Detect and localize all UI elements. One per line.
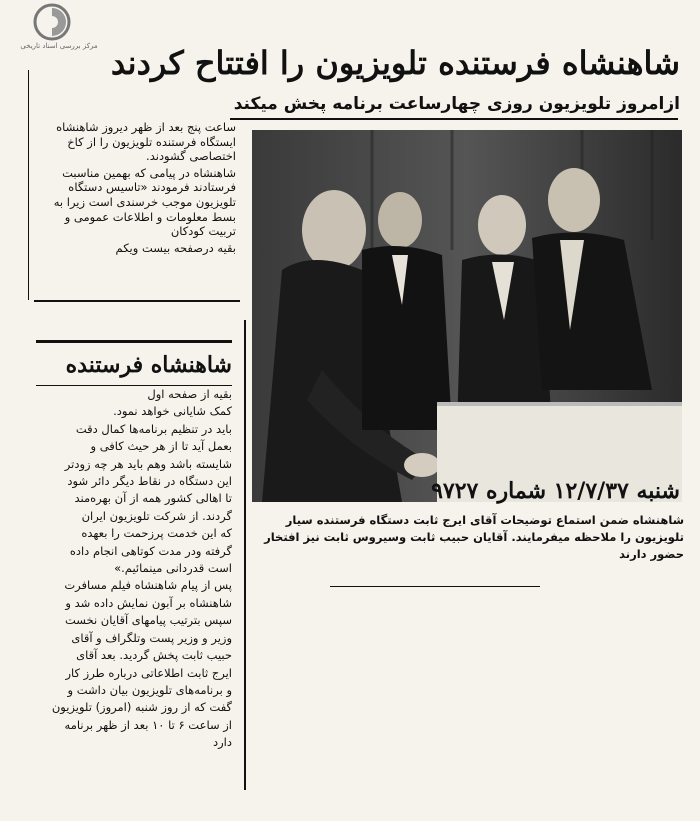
article-line: تا اهالی کشور همه از آن بهره‌مند bbox=[74, 491, 232, 506]
article-line: وزیر و وزیر پست وتلگراف و آقای bbox=[71, 630, 232, 645]
continued-article bbox=[36, 386, 232, 806]
continuation-note: بقیه درصفحه بیست ویکم bbox=[115, 240, 236, 255]
archive-watermark-text: مرکز بررسی اسناد تاریخی bbox=[20, 42, 98, 50]
article-line: و برنامه‌های تلویزیون بیان داشت و bbox=[67, 682, 232, 697]
lead-paragraph: شاهنشاه در پیامی که بهمین مناسبت فرستادند فرمودند «تاسیس دستگاه تلویزیون موجب خرسندی است زیرا به بسط معلومات و اطلاعات عمومی و تربیت کودکان bbox=[53, 165, 236, 239]
lead-article bbox=[36, 120, 236, 300]
photo-caption: شاهنشاه ضمن استماع توضیحات آقای ایرج ثابت دستگاه فرستنده سیار تلویزیون را ملاحظه میفرمایند. آقایان حبیب ثابت وسیروس ثابت نیز افتخار حضور دارند bbox=[264, 513, 684, 561]
article-line: باید در تنظیم برنامه‌ها کمال دقت bbox=[75, 421, 232, 436]
column-divider bbox=[244, 320, 246, 790]
lead-column-border bbox=[28, 70, 29, 300]
article-line: کمک شایانی خواهد نمود. bbox=[113, 404, 232, 419]
section-heading: شاهنشاه فرستنده bbox=[36, 340, 232, 386]
article-line: بعمل آید تا از هر حیث کافی و bbox=[90, 439, 232, 454]
article-line: حبیب ثابت پخش گردید. بعد آقای bbox=[76, 648, 232, 663]
lead-paragraph: ساعت پنج بعد از ظهر دیروز شاهنشاه ایستگاه فرستنده تلویزیون را از کاخ اختصاصی گشودند. bbox=[56, 120, 236, 164]
article-line: شاهنشاه بر آبون نمایش داده شد و bbox=[65, 595, 232, 610]
article-line: ایرج ثابت اطلاعاتی درباره طرز کار bbox=[65, 665, 232, 680]
article-line: گفت که از روز شنبه (امروز) تلویزیون bbox=[51, 700, 232, 715]
article-line: دارد bbox=[213, 735, 232, 750]
date-stamp: شنبه ۱۲/۷/۳۷ شماره ۹۷۲۷ bbox=[431, 478, 680, 504]
article-line: سپس بترتیب پیامهای آقایان نخست bbox=[64, 613, 232, 628]
article-line: شایسته باشد وهم باید هر چه زودتر bbox=[64, 456, 232, 471]
article-line: از ساعت ۶ تا ۱۰ بعد از ظهر برنامه bbox=[64, 717, 232, 732]
news-photo bbox=[252, 130, 682, 502]
subheadline: ازامروز تلویزیون روزی چهارساعت برنامه پخش میکند bbox=[233, 94, 680, 114]
news-photo-image bbox=[252, 130, 682, 502]
article-line: بقیه از صفحه اول bbox=[147, 387, 232, 401]
headline: شاهنشاه فرستنده تلویزیون را افتتاح کردند bbox=[110, 44, 680, 82]
headline-rule bbox=[230, 118, 678, 120]
section-divider bbox=[34, 300, 240, 302]
article-line: این دستگاه در نقاط دیگر دائر شود bbox=[67, 474, 232, 489]
article-line: است قدردانی مینمائیم.» bbox=[114, 561, 232, 576]
article-line: که این خدمت پرزحمت را بعهده bbox=[81, 526, 232, 541]
archive-logo bbox=[32, 2, 72, 42]
article-line: گردند. از شرکت تلویزیون ایران bbox=[81, 508, 232, 523]
article-line: پس از پیام شاهنشاه فیلم مسافرت bbox=[64, 578, 232, 593]
article-line: گرفته ودر مدت کوتاهی انجام داده bbox=[69, 543, 232, 558]
caption-underline bbox=[330, 586, 540, 587]
